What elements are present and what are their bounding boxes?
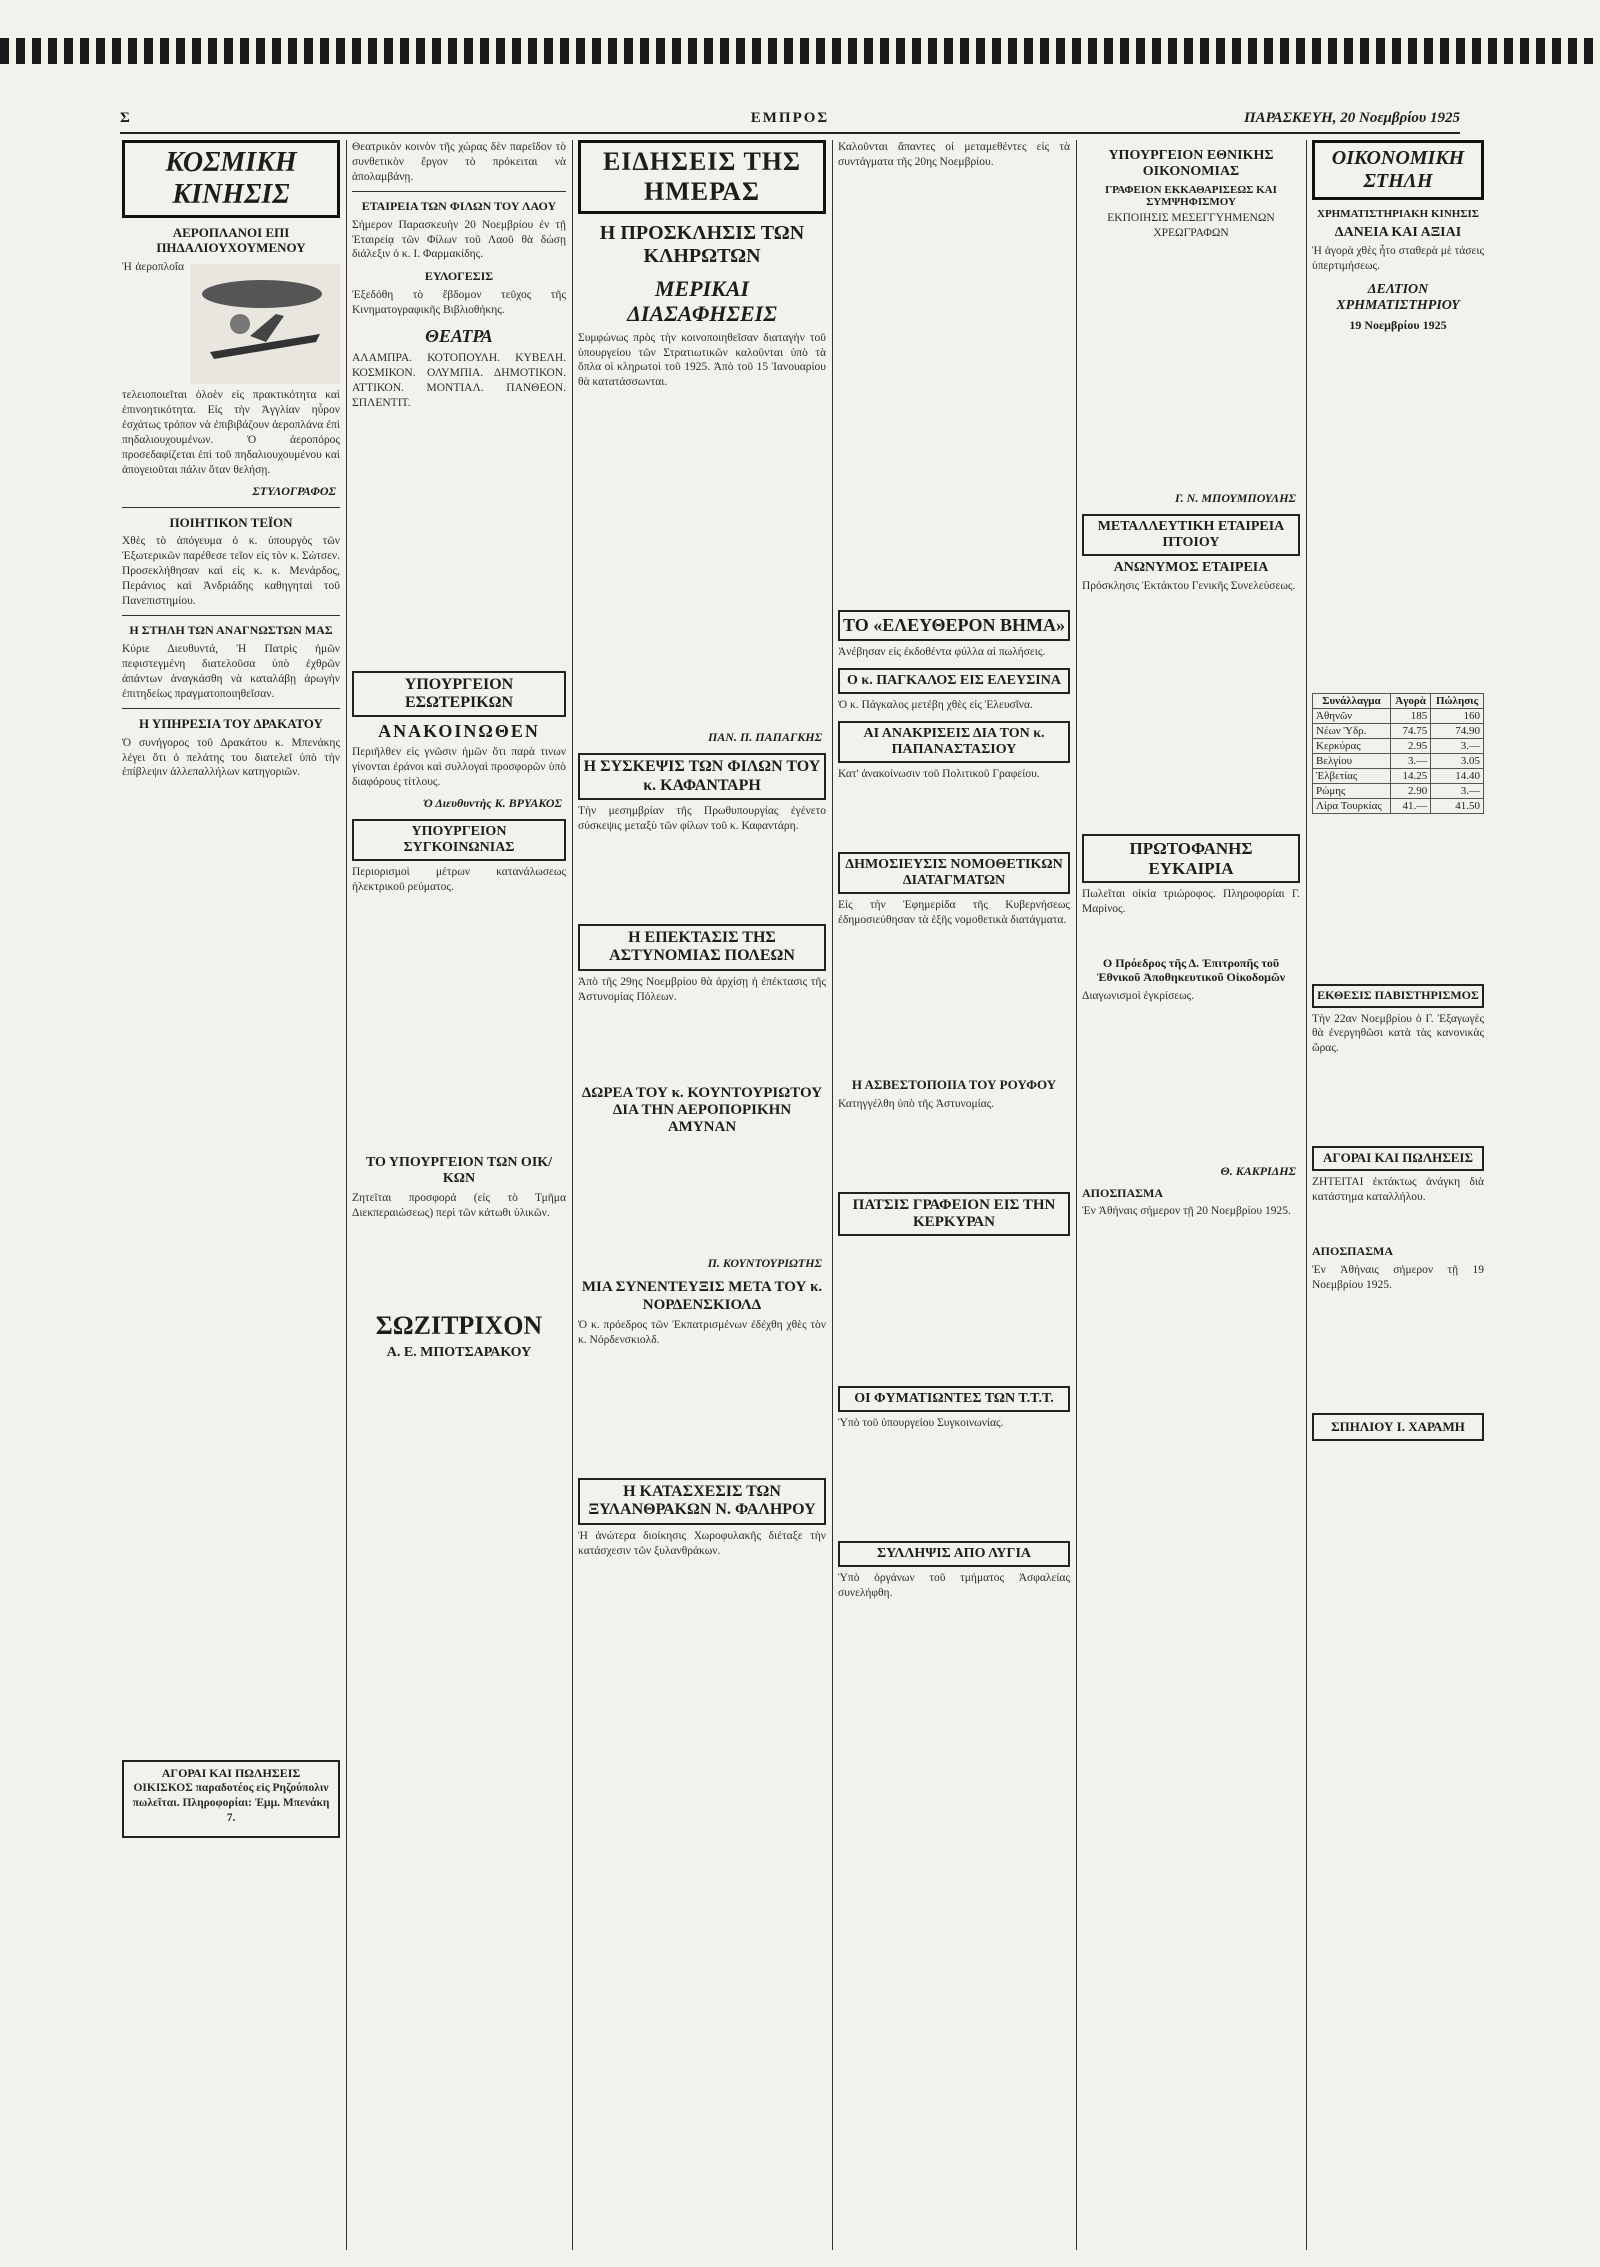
headline-kafantaris-meeting: Η ΣΥΣΚΕΨΙΣ ΤΩΝ ΦΙΛΩΝ ΤΟΥ κ. ΚΑΦΑΝΤΑΡΗ bbox=[578, 753, 826, 800]
article-finance-ministry: Ζητεῖται προσφορά (εἰς τὸ Τμῆμα Διεκπεραιώσεως) περὶ τῶν κάτωθι ὑλικῶν. bbox=[352, 1192, 566, 1220]
article-publications: Ἐξεδόθη τὸ ἔβδομον τεῦχος τῆς Κινηματογραφικῆς Βιβλιοθήκης. bbox=[352, 289, 566, 317]
article-drakatos: Ὁ συνήγορος τοῦ Δρακάτου κ. Μπενάκης λέγει ὅτι ὁ πελάτης του διατελεῖ ὑπὸ τὴν ἐπίβλεψιν ἀλλεπαλλήλων κατηγοριῶν. bbox=[122, 736, 340, 779]
headline-theatres: ΘΕΑΤΡΑ bbox=[425, 326, 493, 347]
exchange-table bbox=[1312, 693, 1484, 814]
headline-readers-column: Η ΣΤΗΛΗ ΤΩΝ ΑΝΑΓΝΩΣΤΩΝ ΜΑΣ bbox=[129, 623, 333, 638]
scan-edge-bar bbox=[0, 38, 1600, 64]
article-decrees: Εἰς τὴν Ἐφημερίδα τῆς Κυβερνήσεως ἐδημοσιεύθησαν τὰ ἑξῆς νομοθετικὰ διατάγματα. bbox=[838, 898, 1070, 926]
sub-clearing-office: ΓΡΑΦΕΙΟΝ ΕΚΚΑΘΑΡΙΣΕΩΣ ΚΑΙ ΣΥΜΨΗΦΙΣΜΟΥ bbox=[1105, 184, 1277, 209]
article-conscripts-continued: Καλοῦνται ἅπαντες οἱ μεταμεθέντες εἰς τὰ συντάγματα τῆς 20ης Νοεμβρίου. bbox=[838, 141, 1070, 168]
article-arrest-lygia: Ὑπὸ ὀργάνων τοῦ τμήματος Ἀσφαλείας συνελήφθη. bbox=[838, 1572, 1070, 1600]
masthead-date: ΠΑΡΑΣΚΕΥΗ, 20 Νοεμβρίου 1925 bbox=[1243, 110, 1460, 126]
article-airplanes: Ἡ ἀεροπλοΐα τελειοποιεῖται ὁλοὲν εἰς πρακτικότητα καὶ ἐπινοητικότητα. Εἰς τὴν Ἀγγλίαν ηὗρον ἐσχάτως τρόπον νὰ ἐπιβιβάζουν ἀεροπλάνα ἐπὶ πηδαλιουχουμένων. Ὁ ἀεροπόρος προσεδαφίζεται ἐπὶ τοῦ πηδαλιουχουμένου καὶ ἀπογειοῦται πάλιν ὅταν θελήσῃ. bbox=[122, 260, 340, 476]
headline-rouf-lime: Η ΑΣΒΕΣΤΟΠΟΙΙΑ ΤΟΥ ΡΟΥΦΟΥ bbox=[851, 1076, 1057, 1092]
table-header: Συνάλλαγμα bbox=[1313, 693, 1391, 708]
article-excerpt-2: Ἐν Ἀθήναις σήμερον τῇ 19 Νοεμβρίου 1925. bbox=[1312, 1263, 1484, 1291]
column-2 bbox=[346, 140, 572, 2250]
headline-ptoiou-mining: ΜΕΤΑΛΛΕΥΤΙΚΗ ΕΤΑΙΡΕΙΑ ΠΤΟΙΟΥ bbox=[1082, 514, 1300, 556]
article-readers-column: Κύριε Διευθυντά, Ἡ Πατρὶς ἡμῶν πεφιστεγμένη διατελοῦσα ὑπὸ ἐχθρῶν ἁπάντων ἀναγκάσθη νὰ καταλάβῃ ἀρωγὴν ἐπιτηδείως πραγματοποιηθεῖσαν. bbox=[122, 642, 340, 700]
column-1 bbox=[116, 140, 346, 2250]
article-unique-opportunity: Πωλεῖται οἰκία τριώροφος. Πληροφορίαι Γ. Μαρίνος. bbox=[1082, 888, 1300, 916]
signature-stylographos: ΣΤΥΛΟΓΡΑΦΟΣ bbox=[252, 483, 336, 498]
column-4 bbox=[832, 140, 1076, 2250]
table-row: Κερκύρας 2.95 3.— bbox=[1313, 738, 1484, 753]
headline-drakatos: Η ΥΠΗΡΕΣΙΑ ΤΟΥ ΔΡΑΚΑΤΟΥ bbox=[139, 715, 323, 731]
headline-national-economy: ΥΠΟΥΡΓΕΙΟΝ ΕΘΝΙΚΗΣ ΟΙΚΟΝΟΜΙΑΣ bbox=[1108, 148, 1274, 180]
sub-loans-values: ΔΑΝΕΙΑ ΚΑΙ ΑΞΙΑΙ bbox=[1334, 224, 1462, 240]
headline-charcoal-seizure: Η ΚΑΤΑΣΧΕΣΙΣ ΤΩΝ ΞΥΛΑΝΘΡΑΚΩΝ Ν. ΦΑΛΗΡΟΥ bbox=[578, 1478, 826, 1525]
article-securities-sale: ΕΚΠΟΙΗΣΙΣ ΜΕΣΕΓΓΥΗΜΕΝΩΝ ΧΡΕΩΓΡΑΦΩΝ bbox=[1107, 212, 1275, 240]
table-header: Πώλησις bbox=[1431, 693, 1484, 708]
headline-exhibition: ΕΚΘΕΣΙΣ ΠΑΒΙΣΤΗΡΙΣΜΟΣ bbox=[1312, 984, 1484, 1008]
signature-papagkis: ΠΑΝ. Π. ΠΑΠΑΓΚΗΣ bbox=[707, 730, 822, 745]
table-row: Ἀθηνῶν 185 160 bbox=[1313, 708, 1484, 723]
headline-police-extension: Η ΕΠΕΚΤΑΣΙΣ ΤΗΣ ΑΣΤΥΝΟΜΙΑΣ ΠΟΛΕΩΝ bbox=[578, 924, 826, 971]
bulletin-date: 19 Νοεμβρίου 1925 bbox=[1349, 317, 1447, 332]
headline-ttt-consumptives: ΟΙ ΦΥΜΑΤΙΩΝΤΕΣ ΤΩΝ Τ.Τ.Τ. bbox=[838, 1386, 1070, 1412]
headline-airplanes: ΑΕΡΟΠΛΑΝΟΙ ΕΠΙ ΠΗΔΑΛΙΟΥΧΟΥΜΕΝΟΥ bbox=[156, 225, 306, 255]
section-title-daily-news: ΕΙΔΗΣΕΙΣ ΤΗΣ ΗΜΕΡΑΣ bbox=[578, 140, 826, 214]
headline-friends-of-people: ΕΤΑΙΡΕΙΑ ΤΩΝ ΦΙΛΩΝ ΤΟΥ ΛΑΟΥ bbox=[361, 198, 557, 213]
column-5 bbox=[1076, 140, 1306, 2250]
masthead-page-mark: Σ bbox=[120, 110, 130, 126]
article-markets-sales: ΖΗΤΕΙΤΑΙ ἐκτάκτως ἀνάγκη διὰ κατάστημα καταλλήλου. bbox=[1312, 1176, 1484, 1204]
classifieds-text: ΟΙΚΙΣΚΟΣ παραδοτέος εἰς Ρηζούπολιν πωλεῖται. Πληροφορίαι: Ἐμμ. Μπενάκη 7. bbox=[132, 1782, 330, 1825]
sub-anonymous-company: ΑΝΩΝΥΜΟΣ ΕΤΑΙΡΕΙΑ bbox=[1113, 560, 1269, 576]
article-pangalos-eleusis: Ὁ κ. Πάγκαλος μετέβη χθὲς εἰς Ἐλευσῖνα. bbox=[838, 698, 1033, 711]
airplane-illustration bbox=[190, 264, 340, 384]
ophthalmology-ad-name: ΣΠΗΛΙΟΥ Ι. ΧΑΡΑΜΗ bbox=[1331, 1418, 1465, 1434]
article-excerpt: Ἐν Ἀθήναις σήμερον τῇ 20 Νοεμβρίου 1925. bbox=[1082, 1205, 1291, 1218]
headline-stock-bulletin: ΔΕΛΤΙΟΝ ΧΡΗΜΑΤΙΣΤΗΡΙΟΥ bbox=[1336, 281, 1460, 313]
article-theatre-continued: Θεατρικὸν κοινὸν τῆς χώρας δὲν παρεῖδον τὸ συνθετικὸν ἔργον τὸ πρόκειται νὰ ἀπολαμβάνῃ. bbox=[352, 141, 566, 183]
column-3 bbox=[572, 140, 832, 2250]
article-exhibition: Τὴν 22αν Νοεμβρίου ὁ Γ. Ἐξαγωγὲς θὰ ἐνεργηθῶσι κατὰ τὰς κανονικὰς ὥρας. bbox=[1312, 1012, 1484, 1055]
section-title-social: ΚΟΣΜΙΚΗ ΚΙΝΗΣΙΣ bbox=[122, 140, 340, 218]
headline-excerpt-2: ΑΠΟΣΠΑΣΜΑ bbox=[1312, 1244, 1394, 1259]
headline-papanastasiou: ΑΙ ΑΝΑΚΡΙΣΕΙΣ ΔΙΑ ΤΟΝ κ. ΠΑΠΑΝΑΣΤΑΣΙΟΥ bbox=[838, 721, 1070, 763]
headline-sozitrichon-ad: ΣΩΖΙΤΡΙΧΟΝ bbox=[375, 1311, 543, 1341]
headline-arrest-lygia: ΣΥΛΛΗΨΙΣ ΑΠΟ ΛΥΓΙΑ bbox=[838, 1541, 1070, 1567]
table-row: Βελγίου 3.— 3.05 bbox=[1313, 753, 1484, 768]
headline-poetic-tea: ΠΟΙΗΤΙΚΟΝ ΤΕΪΟΝ bbox=[169, 514, 293, 530]
signature-vryakos: Ὁ Διευθυντὴς Κ. ΒΡΥΑΚΟΣ bbox=[422, 796, 562, 811]
ad-sozitrichon-vendor: Α. Ε. ΜΠΟΤΣΑΡΑΚΟΥ bbox=[386, 1345, 532, 1361]
article-charcoal-seizure: Ἡ ἀνώτερα διοίκησις Χωροφυλακῆς διέταξε τὴν κατάσχεσιν τῶν ξυλανθράκων. bbox=[578, 1529, 826, 1557]
headline-storage-committee: Ο Πρόεδρος τῆς Δ. Ἐπιτροπῆς τοῦ Ἐθνικοῦ Ἀποθηκευτικοῦ Οἰκοδομῶν bbox=[1096, 956, 1286, 984]
headline-decrees: ΔΗΜΟΣΙΕΥΣΙΣ ΝΟΜΟΘΕΤΙΚΩΝ ΔΙΑΤΑΓΜΑΤΩΝ bbox=[838, 852, 1070, 894]
table-row: Νέων Ὑδρ. 74.75 74.90 bbox=[1313, 723, 1484, 738]
article-poetic-tea: Χθὲς τὸ ἀπόγευμα ὁ κ. ὑπουργὸς τῶν Ἐξωτερικῶν παρέθεσε τεῖον εἰς τὸν κ. Σώτσεν. Προσεκλήθησαν καὶ εἰς κ. κ. Μενάρδος, Περάνιος καὶ Ἀνδριάδης καθηγηταὶ τοῦ Πανεπιστημίου. bbox=[122, 535, 340, 608]
article-rouf-lime: Κατηγγέλθη ὑπὸ τῆς Ἀστυνομίας. bbox=[838, 1097, 995, 1110]
masthead bbox=[120, 110, 1460, 134]
headline-transport-ministry: ΥΠΟΥΡΓΕΙΟΝ ΣΥΓΚΟΙΝΩΝΙΑΣ bbox=[352, 819, 566, 861]
article-stock-movement: Ἡ ἀγορὰ χθὲς ἦτο σταθερὰ μὲ τάσεις ὑπερτιμήσεως. bbox=[1312, 244, 1484, 272]
article-police-extension: Ἀπὸ τῆς 29ης Νοεμβρίου θὰ ἀρχίσῃ ἡ ἐπέκτασις τῆς Ἀστυνομίας Πόλεων. bbox=[578, 975, 826, 1003]
article-storage-committee: Διαγωνισμοὶ ἐγκρίσεως. bbox=[1082, 989, 1195, 1002]
headline-eleftheron-vima: ΤΟ «ΕΛΕΥΘΕΡΟΝ ΒΗΜΑ» bbox=[838, 610, 1070, 641]
article-conscripts: Συμφώνως πρὸς τὴν κοινοποιηθεῖσαν διαταγὴν τοῦ ὑπουργείου τῶν Στρατιωτικῶν καλοῦνται ὑπὸ τὰ ὅπλα οἱ κληρωτοὶ τοῦ 1925. Ἀπὸ τοῦ 15 Ἰανουαρίου θὰ κατατάσσωνται. bbox=[578, 331, 826, 389]
table-row: Ἐλβετίας 14.25 14.40 bbox=[1313, 768, 1484, 783]
classifieds-box bbox=[122, 1760, 340, 1838]
headline-unique-opportunity: ΠΡΩΤΟΦΑΝΗΣ ΕΥΚΑΙΡΙΑ bbox=[1082, 834, 1300, 883]
headline-kountouriotis-donation: ΔΩΡΕΑ ΤΟΥ κ. ΚΟΥΝΤΟΥΡΙΩΤΟΥ ΔΙΑ ΤΗΝ ΑΕΡΟΠΟΡΙΚΗΝ ΑΜΥΝΑΝ bbox=[581, 1084, 823, 1136]
sub-clarifications: ΜΕΡΙΚΑΙ ΔΙΑΣΑΦΗΣΕΙΣ bbox=[627, 276, 777, 327]
article-kafantaris-meeting: Τὴν μεσημβρίαν τῆς Πρωθυπουργίας ἐγένετο σύσκεψις μεταξὺ τῶν φίλων τοῦ κ. Καφαντάρη. bbox=[578, 805, 826, 833]
signature-kountouriotis: Π. ΚΟΥΝΤΟΥΡΙΩΤΗΣ bbox=[707, 1256, 822, 1271]
section-title-economy: ΟΙΚΟΝΟΜΙΚΗ ΣΤΗΛΗ bbox=[1312, 140, 1484, 200]
theatre-listings: ΑΛΑΜΠΡΑ. ΚΟΤΟΠΟΥΛΗ. ΚΥΒΕΛΗ. ΚΟΣΜΙΚΟΝ. ΟΛΥΜΠΙΑ. ΔΗΜΟΤΙΚΟΝ. ΑΤΤΙΚΟΝ. ΜΟΝΤΙΑΛ. ΠΑΝΘΕΟΝ. ΣΠΛΕΝΤΙΤ. bbox=[352, 351, 566, 409]
ophthalmology-ad bbox=[1312, 1413, 1484, 1441]
column-6 bbox=[1306, 140, 1490, 2250]
classifieds-headline: ΑΓΟΡΑΙ ΚΑΙ ΠΩΛΗΣΕΙΣ bbox=[161, 1766, 301, 1781]
headline-stock-movement: ΧΡΗΜΑΤΙΣΤΗΡΙΑΚΗ ΚΙΝΗΣΙΣ bbox=[1317, 208, 1479, 220]
table-row: Ρώμης 2.90 3.— bbox=[1313, 783, 1484, 798]
headline-corfu-office: ΠΑΤΣΙΣ ΓΡΑΦΕΙΟΝ ΕΙΣ ΤΗΝ ΚΕΡΚΥΡΑΝ bbox=[838, 1192, 1070, 1237]
article-ttt-consumptives: Ὑπὸ τοῦ ὑπουργείου Συγκοινωνίας. bbox=[838, 1417, 1004, 1430]
headline-pangalos-eleusis: Ο κ. ΠΑΓΚΑΛΟΣ ΕΙΣ ΕΛΕΥΣΙΝΑ bbox=[838, 668, 1070, 694]
sub-announcement: ΑΝΑΚΟΙΝΩΘΕΝ bbox=[378, 721, 540, 742]
headline-excerpt: ΑΠΟΣΠΑΣΜΑ bbox=[1082, 1185, 1164, 1200]
article-eleftheron-vima: Ἀνέβησαν εἰς ἐκδοθέντα φύλλα αἱ πωλήσεις. bbox=[838, 645, 1046, 658]
headline-finance-ministry: ΤΟ ΥΠΟΥΡΓΕΙΟΝ ΤΩΝ ΟΙΚ/ΚΩΝ bbox=[365, 1155, 553, 1187]
headline-markets-sales: ΑΓΟΡΑΙ ΚΑΙ ΠΩΛΗΣΕΙΣ bbox=[1312, 1146, 1484, 1171]
article-friends-of-people: Σήμερον Παρασκευὴν 20 Νοεμβρίου ἐν τῇ Ἑταιρείᾳ τῶν Φίλων τοῦ Λαοῦ θὰ δώσῃ διάλεξιν ὁ κ. Ι. Φαρμακίδης. bbox=[352, 218, 566, 261]
table-header: Ἀγορὰ bbox=[1390, 693, 1430, 708]
headline-interior-ministry: ΥΠΟΥΡΓΕΙΟΝ ΕΣΩΤΕΡΙΚΩΝ bbox=[352, 671, 566, 718]
article-interior-ministry: Περιῆλθεν εἰς γνῶσιν ἡμῶν ὅτι παρὰ τινων γίνονται ἐράνοι καὶ συλλογαὶ προσφορῶν ὑπὸ διαφόρους τίτλους. bbox=[352, 746, 566, 789]
masthead-title: ΕΜΠΡΟΣ bbox=[750, 110, 830, 126]
headline-nordenskiold: ΜΙΑ ΣΥΝΕΝΤΕΥΞΙΣ ΜΕΤΑ ΤΟΥ κ. ΝΟΡΔΕΝΣΚΙΟΛΔ bbox=[581, 1279, 823, 1313]
table-row: Λίρα Τουρκίας 41.— 41.50 bbox=[1313, 798, 1484, 813]
headline-publications: ΕΥΛΟΓΕΣΙΣ bbox=[424, 269, 494, 284]
article-nordenskiold: Ὁ κ. πρόεδρος τῶν Ἐκπατρισμένων ἐδέχθη χθὲς τὸν κ. Νόρδενσκιολδ. bbox=[578, 1318, 826, 1346]
headline-conscripts: Η ΠΡΟΣΚΛΗΣΙΣ ΤΩΝ ΚΛΗΡΩΤΩΝ bbox=[599, 222, 805, 267]
article-ptoiou-mining: Πρόσκλησις Ἐκτάκτου Γενικῆς Συνελεύσεως. bbox=[1082, 580, 1296, 593]
article-transport-ministry: Περιορισμοὶ μέτρων κατανάλωσεως ἠλεκτρικοῦ ρεύματος. bbox=[352, 866, 566, 894]
signature-boumboulis: Γ. Ν. ΜΠΟΥΜΠΟΥΛΗΣ bbox=[1174, 491, 1296, 506]
article-papanastasiou: Κατ' ἀνακοίνωσιν τοῦ Πολιτικοῦ Γραφείου. bbox=[838, 767, 1040, 780]
signature-kakridis: Θ. ΚΑΚΡΙΔΗΣ bbox=[1220, 1163, 1296, 1178]
